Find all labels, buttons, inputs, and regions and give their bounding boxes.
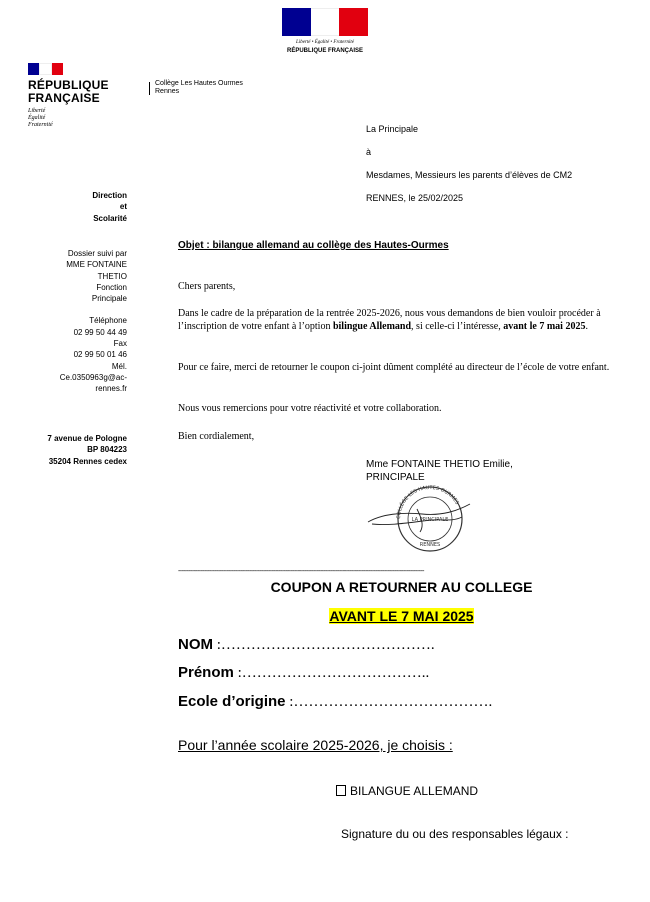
prenom-field[interactable] xyxy=(178,664,429,682)
top-flag xyxy=(282,8,368,36)
school-stamp xyxy=(362,484,472,554)
signature-line: Signature du ou des responsables légaux : xyxy=(341,827,569,841)
paragraph-1 xyxy=(178,308,630,333)
coupon-deadline-wrap xyxy=(178,608,625,626)
option-row[interactable] xyxy=(336,784,478,798)
prenom-dots: :……………………………….. xyxy=(233,665,430,681)
stamp-center-text: LA PRINCIPALE xyxy=(411,517,449,523)
recipients: Mesdames, Messieurs les parents d’élèves de CM2 xyxy=(366,170,573,180)
fax-label: Fax xyxy=(113,339,127,349)
cut-line: ---------------------------------------------------------------------------------------------------------------------------------------------- xyxy=(178,568,424,575)
motto-liberte: Liberté xyxy=(28,108,46,114)
college-name: Collège Les Hautes Ourmes xyxy=(155,80,243,87)
closing: Bien cordialement, xyxy=(178,431,255,442)
address-line2: BP 804223 xyxy=(87,445,127,455)
tel-value: 02 99 50 44 49 xyxy=(73,327,127,337)
p1-option: bilingue Allemand xyxy=(332,320,412,332)
republic-logo xyxy=(28,63,128,129)
republic-line2: FRANÇAISE xyxy=(28,91,100,105)
paragraph-2: Pour ce faire, merci de retourner le coupon ci-joint dûment complété au directeur de l’école de votre enfant. xyxy=(178,362,610,373)
prenom-label: Prénom xyxy=(178,664,234,681)
signer-name: Mme FONTAINE THETIO Emilie, xyxy=(366,459,513,470)
p1-text-e: . xyxy=(585,320,588,332)
motto-fraternite: Fraternité xyxy=(28,122,53,128)
address-block xyxy=(20,433,127,467)
ecole-dots: :…………………………………. xyxy=(285,694,493,710)
contact-block xyxy=(20,248,127,395)
p1-text-a: Dans le cadre de la préparation de la rentrée 2025-2026, nous vous demandons de bien vouloir procéder à l’inscription de votre enfant à l’option xyxy=(178,308,601,332)
mail-value-1: Ce.0350963g@ac- xyxy=(59,372,127,382)
person-name-1: MME FONTAINE xyxy=(66,260,127,270)
p1-deadline: avant le 7 mai 2025 xyxy=(503,320,586,332)
year-choice: Pour l’année scolaire 2025-2026, je choisis : xyxy=(178,737,453,753)
tel-label: Téléphone xyxy=(89,316,127,326)
coupon-deadline: AVANT LE 7 MAI 2025 xyxy=(329,608,474,624)
top-motto: Liberté • Égalité • Fraternité xyxy=(296,40,354,45)
republic-flag xyxy=(28,63,63,75)
dept-line3: Scolarité xyxy=(93,213,127,223)
nom-field[interactable] xyxy=(178,636,435,654)
logo-separator xyxy=(149,82,150,95)
role-label: Fonction xyxy=(96,282,127,292)
department-block xyxy=(20,190,127,224)
followed-by-label: Dossier suivi par xyxy=(67,249,127,258)
address-line3: 35204 Rennes cedex xyxy=(48,456,127,466)
college-city: Rennes xyxy=(155,88,180,95)
nom-dots: :……………………………………. xyxy=(213,637,435,653)
motto-egalite: Égalité xyxy=(28,115,46,121)
coupon-title: COUPON A RETOURNER AU COLLEGE xyxy=(270,579,533,595)
signer-role: PRINCIPALE xyxy=(366,472,425,483)
nom-label: NOM xyxy=(178,636,213,653)
place-date: RENNES, le 25/02/2025 xyxy=(366,193,464,203)
greeting: Chers parents, xyxy=(178,281,236,292)
role-value: Principale xyxy=(91,294,127,304)
top-marianne-logo xyxy=(282,8,368,54)
stamp-ring-text: COLLÈGE LES HAUTES OURMES xyxy=(395,484,460,520)
address-line1: 7 avenue de Pologne xyxy=(47,434,127,443)
stamp-city-text: RENNES xyxy=(419,542,441,548)
ecole-label: Ecole d’origine xyxy=(178,693,286,710)
paragraph-3: Nous vous remercions pour votre réactivité et votre collaboration. xyxy=(178,403,442,414)
ecole-field[interactable] xyxy=(178,693,492,711)
person-name-2: THETIO xyxy=(97,271,127,281)
p1-text-c: , si celle-ci l’intéresse, xyxy=(411,320,504,332)
fax-value: 02 99 50 01 46 xyxy=(73,350,127,360)
top-republic-name: RÉPUBLIQUE FRANÇAISE xyxy=(286,48,363,54)
letter-subject: Objet : bilangue allemand au collège des Hautes-Ourmes xyxy=(178,240,449,251)
sender-to: à xyxy=(366,147,372,157)
mail-label: Mél. xyxy=(111,361,127,371)
dept-line1: Direction xyxy=(92,191,127,200)
dept-line2: et xyxy=(119,202,127,212)
mail-value-2: rennes.fr xyxy=(95,384,127,394)
sender-title: La Principale xyxy=(366,124,419,134)
option-label: BILANGUE ALLEMAND xyxy=(350,784,479,798)
option-checkbox[interactable] xyxy=(336,785,346,796)
republic-line1: RÉPUBLIQUE xyxy=(28,78,109,92)
